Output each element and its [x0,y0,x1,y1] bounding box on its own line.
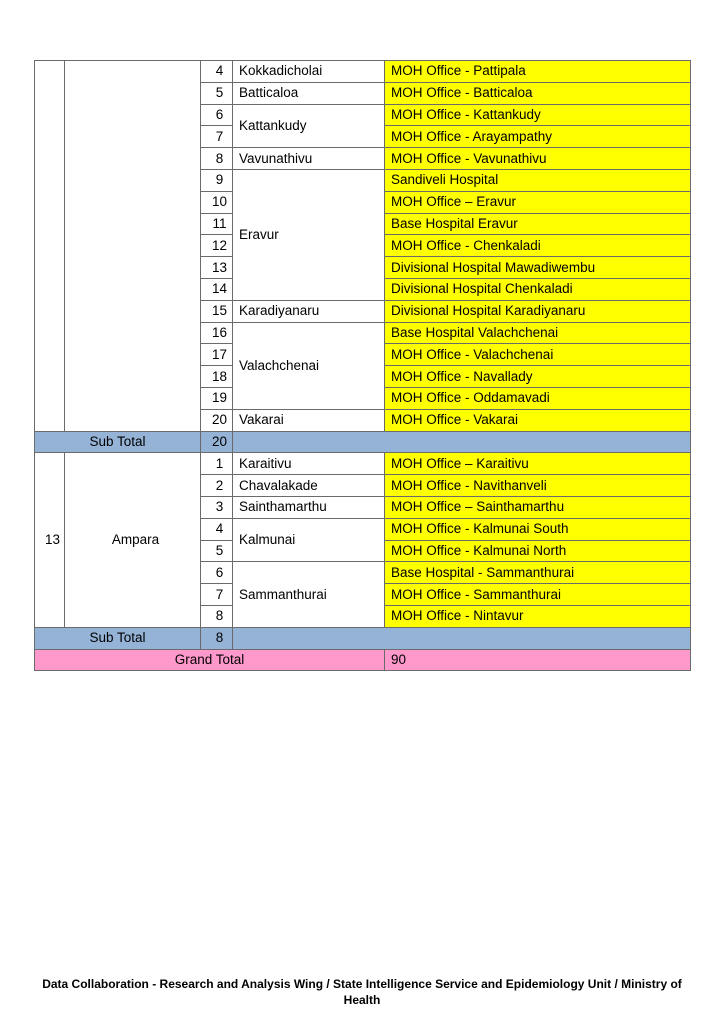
footer-line-1: Data Collaboration - Research and Analysis Wing / State Intelligence Service and Epidemiology Unit / Ministry of [42,977,682,991]
row-number: 6 [201,104,233,126]
row-number: 19 [201,387,233,409]
subtotal-label: Sub Total [35,627,201,649]
subtotal-empty [233,627,691,649]
location-cell: Base Hospital Valachchenai [385,322,691,344]
table-row [35,453,691,475]
location-cell: MOH Office - Arayampathy [385,126,691,148]
location-cell: MOH Office - Kalmunai South [385,518,691,540]
location-cell: MOH Office - Pattipala [385,61,691,83]
location-cell: MOH Office - Vakarai [385,409,691,431]
location-cell: Base Hospital Eravur [385,213,691,235]
row-number: 15 [201,300,233,322]
footer-line-2: Health [343,993,381,1007]
area-cell: Sammanthurai [233,562,385,627]
row-number: 8 [201,148,233,170]
row-number: 12 [201,235,233,257]
area-cell: Batticaloa [233,82,385,104]
row-number: 17 [201,344,233,366]
row-number: 14 [201,278,233,300]
subtotal-value: 8 [201,627,233,649]
area-cell: Sainthamarthu [233,496,385,518]
row-number: 1 [201,453,233,475]
location-cell: MOH Office - Chenkaladi [385,235,691,257]
district-no-cell [35,61,65,432]
location-cell: MOH Office - Navallady [385,366,691,388]
location-cell: Divisional Hospital Chenkaladi [385,278,691,300]
row-number: 7 [201,584,233,606]
area-cell: Karaitivu [233,453,385,475]
subtotal-value: 20 [201,431,233,453]
location-cell: MOH Office - Nintavur [385,605,691,627]
area-cell: Vakarai [233,409,385,431]
row-number: 8 [201,605,233,627]
page-footer [30,976,694,1008]
row-number: 9 [201,169,233,191]
area-cell: Eravur [233,169,385,300]
subtotal-row [35,431,691,453]
row-number: 4 [201,61,233,83]
subtotal-label: Sub Total [35,431,201,453]
row-number: 18 [201,366,233,388]
location-cell: MOH Office - Kalmunai North [385,540,691,562]
row-number: 5 [201,540,233,562]
grand-total-value: 90 [385,649,691,671]
area-cell: Kokkadicholai [233,61,385,83]
row-number: 11 [201,213,233,235]
area-cell: Kalmunai [233,518,385,562]
row-number: 10 [201,191,233,213]
location-cell: MOH Office - Vavunathivu [385,148,691,170]
location-cell: MOH Office – Eravur [385,191,691,213]
row-number: 20 [201,409,233,431]
area-cell: Vavunathivu [233,148,385,170]
district-name-cell [65,61,201,432]
area-cell: Valachchenai [233,322,385,409]
location-cell: MOH Office – Sainthamarthu [385,496,691,518]
table-row [35,61,691,83]
location-cell: MOH Office - Valachchenai [385,344,691,366]
district-name-cell: Ampara [65,453,201,627]
subtotal-empty [233,431,691,453]
location-cell: MOH Office – Karaitivu [385,453,691,475]
location-cell: Divisional Hospital Karadiyanaru [385,300,691,322]
grand-total-row [35,649,691,671]
area-cell: Chavalakade [233,475,385,497]
location-cell: Base Hospital - Sammanthurai [385,562,691,584]
row-number: 7 [201,126,233,148]
location-cell: MOH Office - Oddamavadi [385,387,691,409]
subtotal-row [35,627,691,649]
data-table [34,60,691,671]
row-number: 16 [201,322,233,344]
district-no-cell: 13 [35,453,65,627]
location-cell: Sandiveli Hospital [385,169,691,191]
row-number: 5 [201,82,233,104]
grand-total-label: Grand Total [35,649,385,671]
row-number: 3 [201,496,233,518]
location-cell: Divisional Hospital Mawadiwembu [385,257,691,279]
row-number: 13 [201,257,233,279]
location-cell: MOH Office - Navithanveli [385,475,691,497]
area-cell: Karadiyanaru [233,300,385,322]
location-cell: MOH Office - Kattankudy [385,104,691,126]
area-cell: Kattankudy [233,104,385,148]
row-number: 6 [201,562,233,584]
location-cell: MOH Office - Batticaloa [385,82,691,104]
row-number: 2 [201,475,233,497]
location-cell: MOH Office - Sammanthurai [385,584,691,606]
row-number: 4 [201,518,233,540]
